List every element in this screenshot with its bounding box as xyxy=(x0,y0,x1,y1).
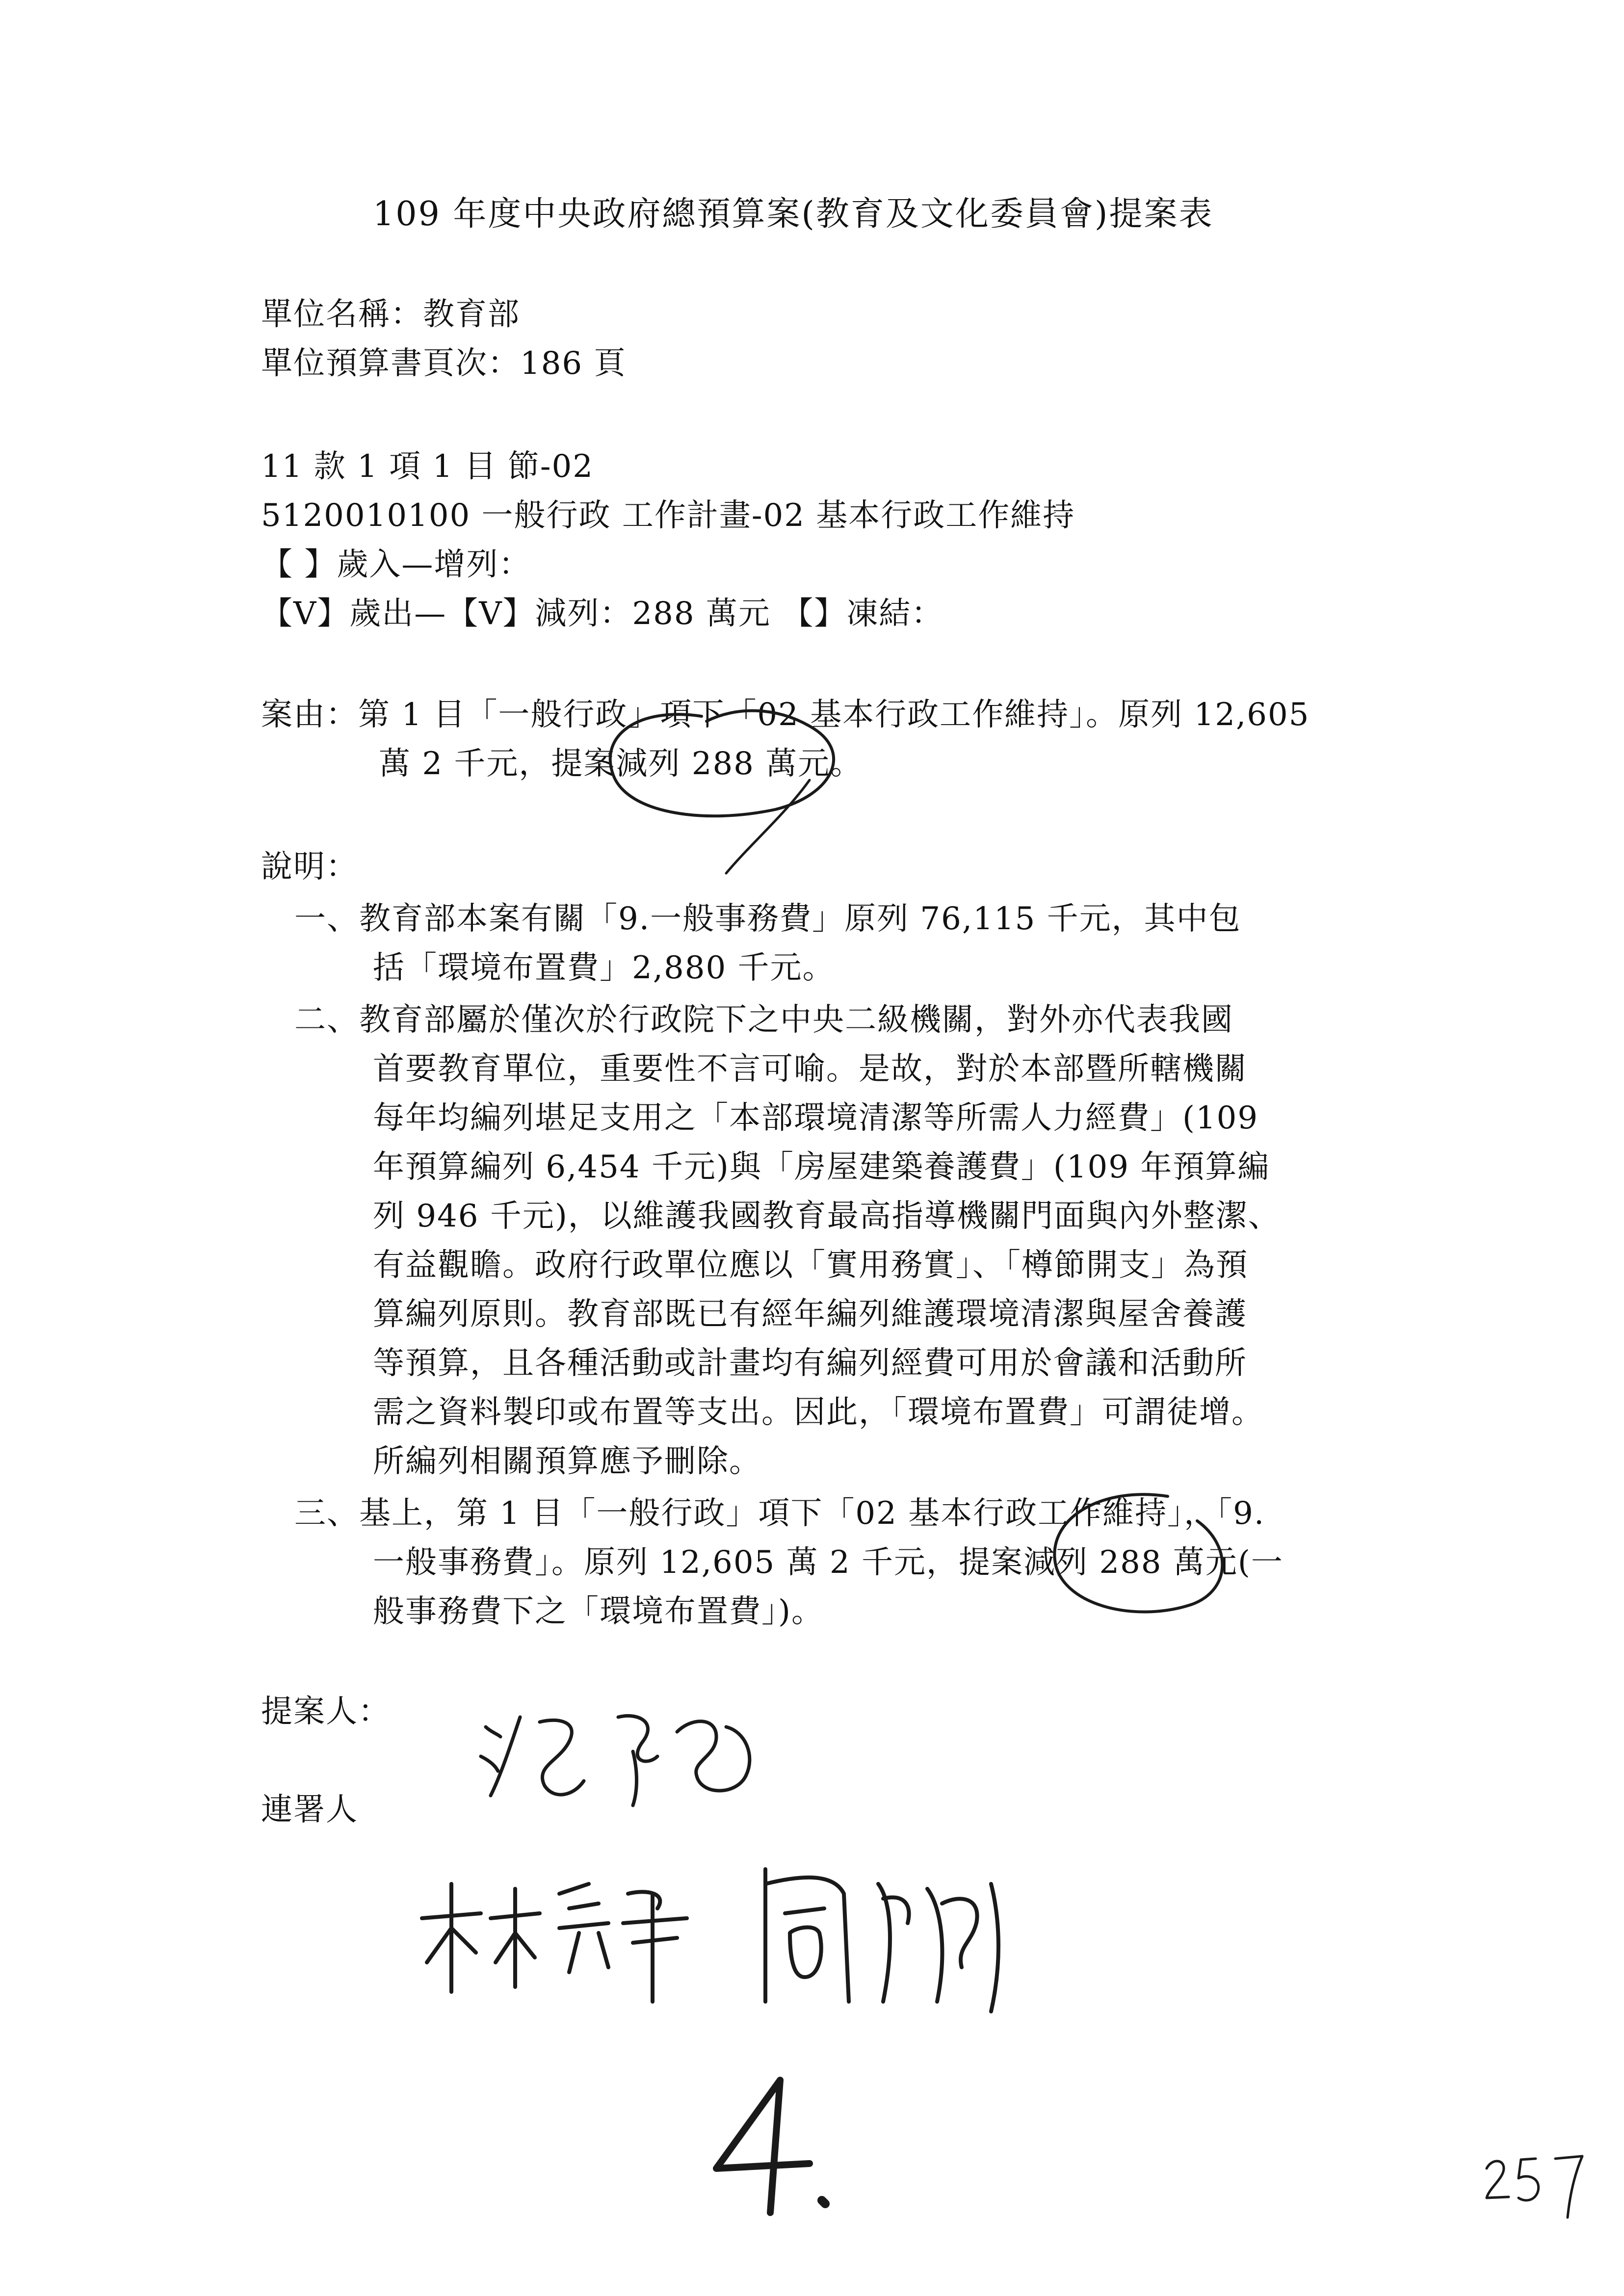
unit-name: 單位名稱：教育部 xyxy=(261,296,520,333)
item3-line: 般事務費下之「環境布置費」)。 xyxy=(373,1593,824,1630)
case-reason-line1: 案由：第 1 目「一般行政」項下「02 基本行政工作維持」。原列 12,605 xyxy=(261,697,1310,733)
item3-line: 三、基上，第 1 目「一般行政」項下「02 基本行政工作維持」，「9. xyxy=(294,1495,1265,1532)
item2-line: 需之資料製印或布置等支出。因此，「環境布置費」可謂徒增。 xyxy=(373,1394,1264,1431)
proposer-label: 提案人： xyxy=(261,1694,391,1730)
item2-line: 每年均編列堪足支用之「本部環境清潔等所需人力經費」(109 xyxy=(373,1100,1259,1136)
item2-line: 列 946 千元)，以維護我國教育最高指導機關門面與內外整潔、 xyxy=(373,1198,1281,1234)
case-reason-line2: 萬 2 千元，提案減列 288 萬元。 xyxy=(379,746,863,782)
item2-line: 年預算編列 6,454 千元)與「房屋建築養護費」(109 年預算編 xyxy=(373,1149,1270,1185)
handwritten-circle-mark xyxy=(1021,1477,1246,1653)
cosigner-signature xyxy=(736,1854,1011,2021)
budget-page: 單位預算書頁次：186 頁 xyxy=(261,345,627,382)
cosigner-label: 連署人 xyxy=(261,1792,358,1828)
cosigner-signature xyxy=(412,1864,707,2011)
item2-line: 有益觀瞻。政府行政單位應以「實用務實」、「樽節開支」為預 xyxy=(373,1247,1248,1283)
handwritten-circle-mark xyxy=(579,677,893,883)
item3-line: 一般事務費」。原列 12,605 萬 2 千元，提案減列 288 萬元(一 xyxy=(373,1544,1283,1581)
item2-line: 算編列原則。教育部既已有經年編列維護環境清潔與屋舍養護 xyxy=(373,1296,1247,1332)
item1-line: 一、教育部本案有關「9.一般事務費」原列 76,115 千元，其中包 xyxy=(294,901,1241,937)
proposer-signature xyxy=(471,1688,775,1815)
item2-line: 首要教育單位，重要性不言可喻。是故，對於本部暨所轄機關 xyxy=(373,1051,1247,1087)
expenditure-line: 【V】歲出—【V】減列：288 萬元 【】凍結： xyxy=(261,596,944,632)
program-line: 5120010100 一般行政 工作計畫-02 基本行政工作維持 xyxy=(261,497,1075,534)
handwritten-number xyxy=(697,2070,873,2227)
explanation-heading: 說明： xyxy=(261,849,358,885)
revenue-line: 【 】歲入—增列： xyxy=(261,547,531,583)
section-code: 11 款 1 項 1 目 節-02 xyxy=(261,448,594,485)
item2-line: 二、教育部屬於僅次於行政院下之中央二級機關，對外亦代表我國 xyxy=(294,1002,1233,1038)
item1-line: 括「環境布置費」2,880 千元。 xyxy=(373,950,835,986)
item2-line: 等預算，且各種活動或計畫均有編列經費可用於會議和活動所 xyxy=(373,1345,1247,1382)
item2-line: 所編列相關預算應予刪除。 xyxy=(373,1443,761,1480)
document-title: 109 年度中央政府總預算案(教育及文化委員會)提案表 xyxy=(373,195,1214,234)
handwritten-page-mark xyxy=(1482,2134,1599,2222)
